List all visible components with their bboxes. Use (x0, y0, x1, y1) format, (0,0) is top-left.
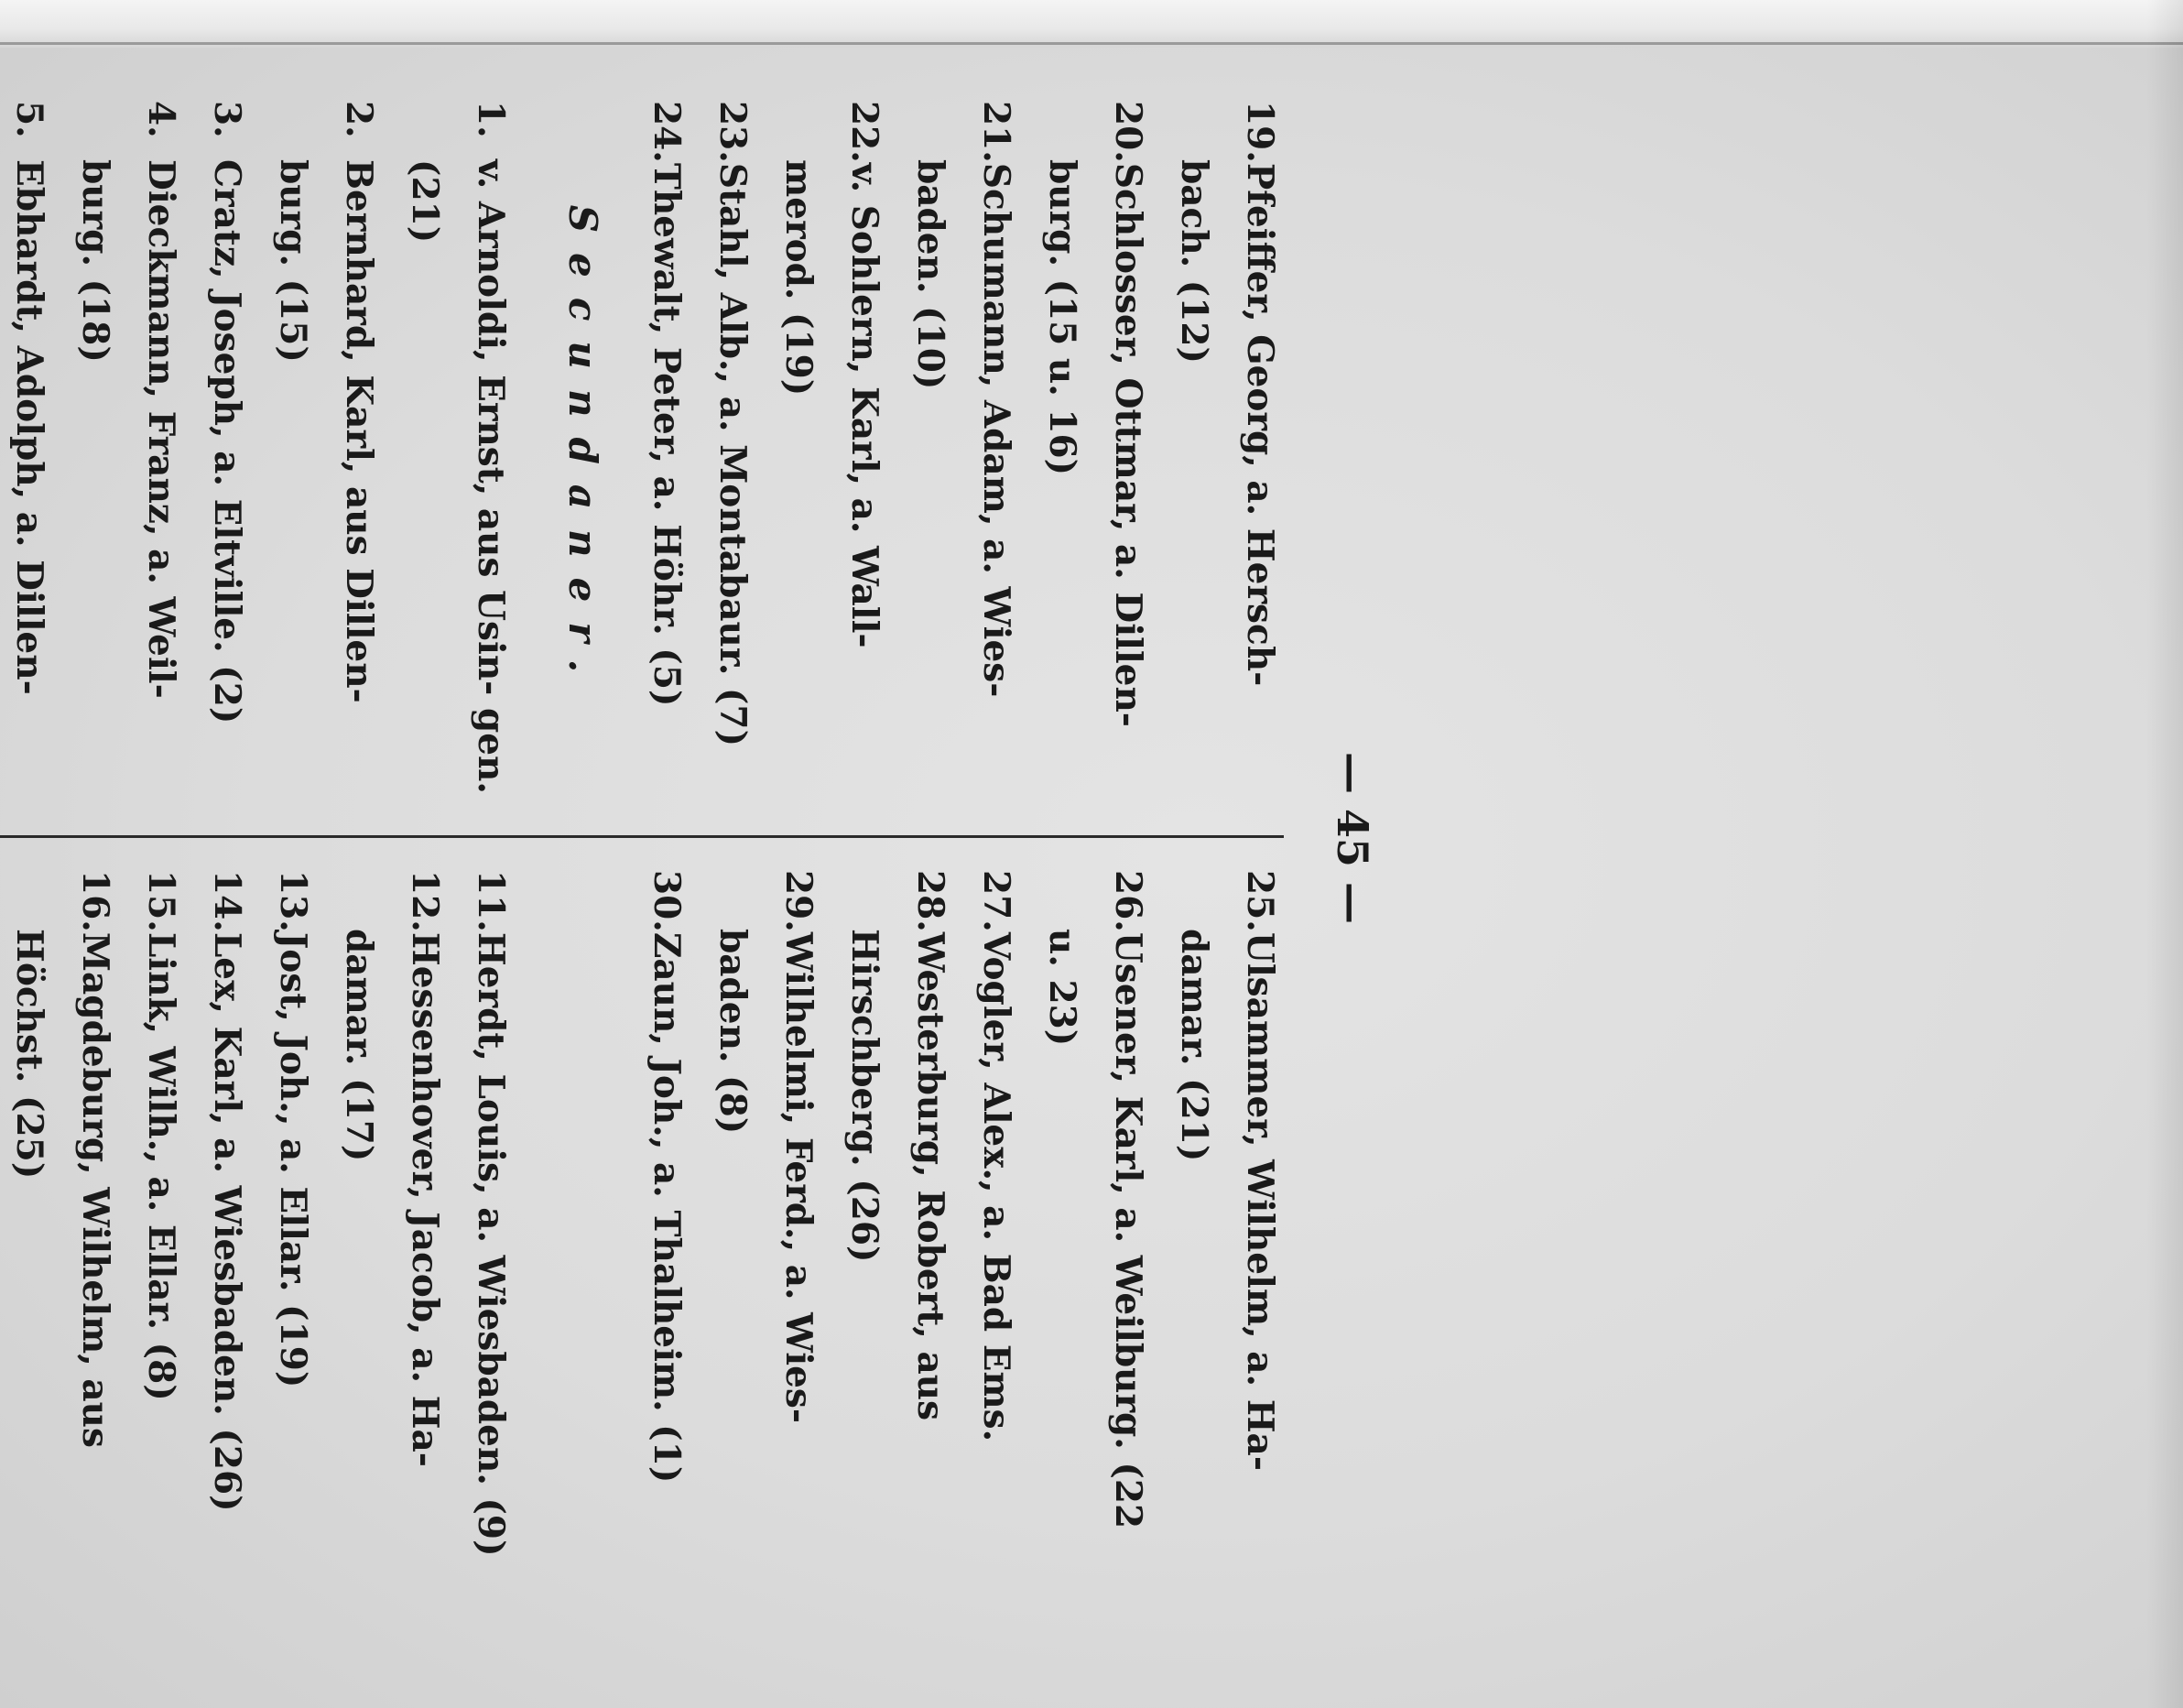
entry-number: 4. (140, 101, 182, 138)
entry-text: Schumann, Adam, a. Wies- baden. (10) (909, 159, 1017, 698)
paper-right-shadow (2146, 0, 2183, 1708)
entry-text: Ulsammer, Wilhelm, a. Ha- damar. (21) (1173, 929, 1281, 1472)
entry-number: 19. (1239, 101, 1281, 163)
entry-text: v. Arnoldi, Ernst, aus Usin- gen. (21) (404, 159, 512, 794)
column-divider (0, 835, 1284, 838)
entry-list-bottom-right (0, 870, 524, 1566)
printed-page (0, 82, 1394, 1594)
student-entry (1029, 101, 1161, 797)
entry-number: 13. (272, 870, 314, 932)
student-entry (194, 870, 260, 1566)
student-entry (897, 101, 1029, 797)
entry-text: Hessenhover, Jacob, a. Ha- damar. (17) (338, 929, 446, 1467)
student-entry (458, 870, 524, 1566)
left-column (0, 101, 1293, 797)
entry-text: Bernhard, Karl, aus Dillen- burg. (15) (272, 159, 380, 703)
entry-text: Ebhardt, Adolph, a. Dillen- (8, 159, 50, 695)
student-entry (194, 101, 260, 797)
paper-edge-line (0, 42, 2183, 45)
student-entry (1029, 870, 1161, 1566)
student-entry (0, 101, 62, 797)
student-entry (634, 101, 700, 797)
student-entry (831, 870, 963, 1566)
student-entry (392, 101, 524, 797)
entry-text: Cratz, Joseph, a. Eltville. (2) (206, 159, 248, 724)
student-entry (766, 101, 897, 797)
entry-number: 15. (140, 870, 182, 932)
student-entry (634, 870, 700, 1566)
entry-number: 22. (843, 101, 885, 163)
entry-number: 16. (74, 870, 116, 932)
entry-number: 27. (975, 870, 1017, 932)
entry-number: 1. (470, 101, 512, 138)
student-entry (260, 870, 326, 1566)
entry-number: 30. (646, 870, 688, 932)
entry-text: Dieckmann, Franz, a. Weil- burg. (18) (74, 159, 182, 699)
student-entry (1161, 101, 1293, 797)
student-entry (1161, 870, 1293, 1566)
entry-text: Herdt, Louis, a. Wiesbaden. (9) (470, 931, 512, 1557)
entry-number: 5. (8, 101, 50, 138)
right-column (0, 870, 1293, 1566)
entry-list-top-right (634, 870, 1293, 1566)
entry-text: Lex, Karl, a. Wiesbaden. (26) (206, 931, 248, 1512)
entry-number: 29. (777, 870, 820, 932)
page-number: — 45 — (1328, 751, 1377, 925)
student-entry (963, 870, 1029, 1566)
entry-text: Vogler, Alex., a. Bad Ems. (975, 931, 1017, 1442)
entry-text: Link, Wilh., a. Ellar. (8) (140, 931, 182, 1401)
entry-number: 25. (1239, 870, 1281, 932)
entry-number: 24. (646, 101, 688, 163)
entry-text: v. Sohlern, Karl, a. Wall- merod. (19) (777, 159, 885, 648)
entry-list-bottom-left (0, 101, 524, 797)
entry-text: Jost, Joh., a. Ellar. (19) (272, 931, 314, 1388)
entry-number: 28. (909, 870, 951, 932)
entry-text: Schlosser, Ottmar, a. Dillen- burg. (15 u. 16) (1041, 159, 1149, 727)
entry-number: 20. (1107, 101, 1149, 163)
entry-text: Zaun, Joh., a. Thalheim. (1) (646, 931, 688, 1484)
student-entry (700, 101, 766, 797)
student-entry (128, 870, 194, 1566)
entry-text: Wilhelmi, Ferd., a. Wies- baden. (8) (711, 929, 820, 1424)
entry-number: 14. (206, 870, 248, 932)
entry-text: Stahl, Alb., a. Montabaur. (7) (711, 162, 754, 747)
entry-number: 2. (338, 101, 380, 138)
section-heading: Secundaner. (560, 204, 605, 693)
entry-text: Westerburg, Robert, aus Hirschberg. (26) (843, 929, 951, 1421)
entry-number: 23. (711, 101, 754, 163)
student-entry (260, 101, 392, 797)
entry-number: 12. (404, 870, 446, 932)
entry-text: Usener, Karl, a. Weilburg. (22 u. 23) (1041, 929, 1149, 1529)
student-entry (326, 870, 458, 1566)
entry-text: Thewalt, Peter, a. Höhr. (5) (646, 162, 688, 707)
entry-number: 21. (975, 101, 1017, 163)
student-entry (0, 870, 128, 1566)
entry-number: 3. (206, 101, 248, 138)
entry-number: 11. (470, 870, 512, 932)
student-entry (62, 101, 194, 797)
entry-text: Pfeiffer, Georg, a. Hersch- bach. (12) (1173, 159, 1281, 687)
entry-list-top-left (634, 101, 1293, 797)
student-entry (700, 870, 831, 1566)
entry-number: 26. (1107, 870, 1149, 932)
paper-top-edge (0, 0, 2183, 48)
entry-text: Magdeburg, Wilhelm, aus Höchst. (25) (8, 929, 116, 1448)
